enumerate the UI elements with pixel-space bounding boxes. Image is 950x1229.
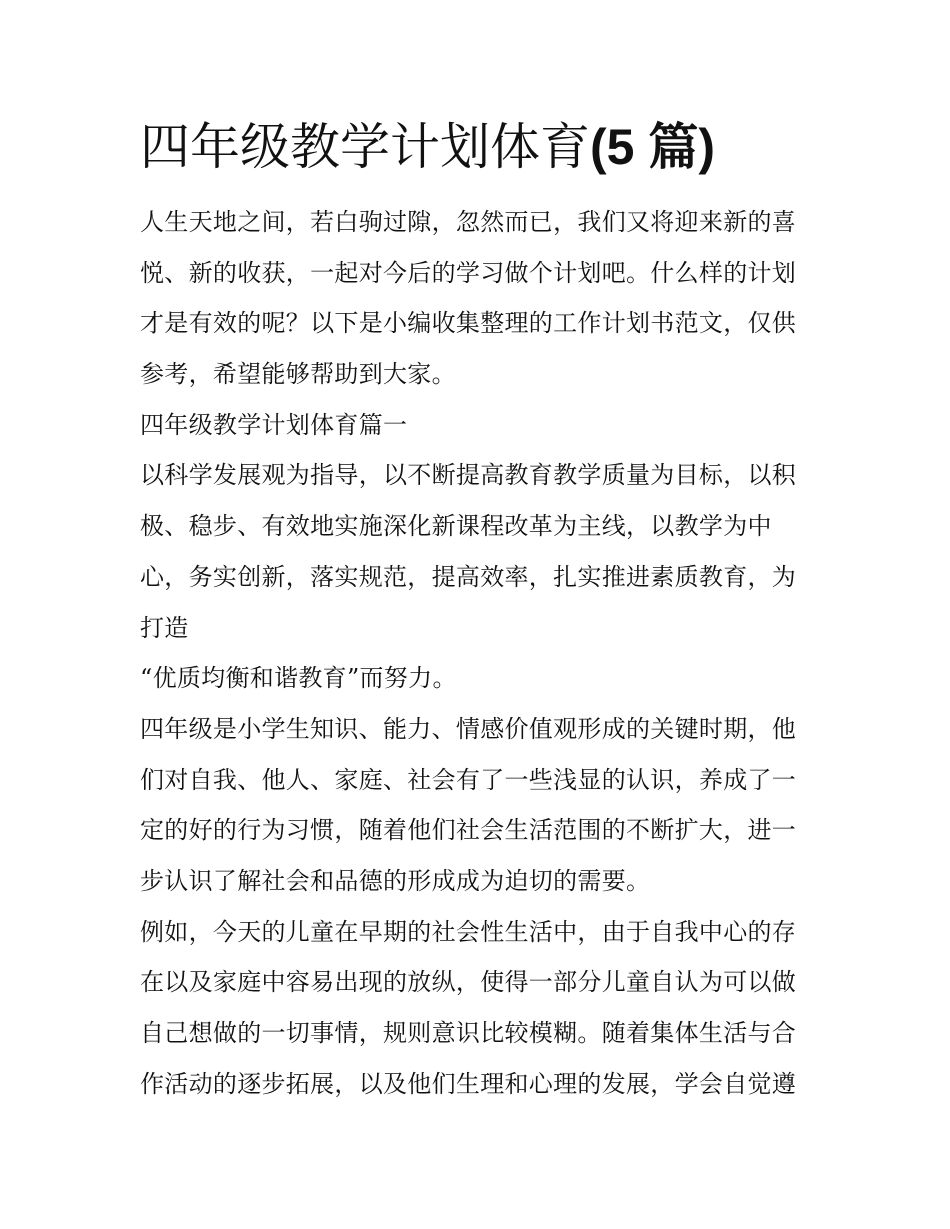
text-line: 自己想做的一切事情，规则意识比较模糊。随着集体生活与合	[140, 1019, 797, 1047]
section-heading: 四年级教学计划体育篇一	[140, 410, 408, 439]
text-line: 才是有效的呢？以下是小编收集整理的工作计划书范文，仅供	[140, 309, 797, 338]
text-line: 心，务实创新，落实规范，提高效率，扎实推进素质教育，为	[140, 562, 797, 591]
text-line: 步认识了解社会和品德的形成成为迫切的需要。	[140, 866, 651, 895]
text-line: 在以及家庭中容易出现的放纵，使得一部分儿童自认为可以做	[140, 968, 797, 997]
document-title	[140, 112, 715, 182]
text-line: 四年级是小学生知识、能力、情感价值观形成的关键时期，他	[140, 714, 797, 743]
text-line: 悦、新的收获，一起对今后的学习做个计划吧。什么样的计划	[140, 258, 797, 287]
text-line: 参考，希望能够帮助到大家。	[140, 360, 456, 389]
text-line: 们对自我、他人、家庭、社会有了一些浅显的认识，养成了一	[140, 765, 797, 794]
text-line: 极、稳步、有效地实施深化新课程改革为主线，以教学为中	[140, 512, 772, 541]
title-suffix: (5 篇)	[590, 119, 715, 175]
text-line: 人生天地之间，若白驹过隙，忽然而已，我们又将迎来新的喜	[140, 208, 797, 236]
text-line: 定的好的行为习惯，随着他们社会生活范围的不断扩大，进一	[140, 816, 797, 845]
text-line: 例如，今天的儿童在早期的社会性生活中，由于自我中心的存	[140, 917, 797, 946]
document-body	[140, 197, 820, 1109]
text-line: 打造	[140, 613, 189, 642]
title-main: 四年级教学计划体育	[140, 118, 590, 176]
text-line: “优质均衡和谐教育”而努力。	[140, 664, 457, 693]
text-line: 作活动的逐步拓展，以及他们生理和心理的发展，学会自觉遵	[140, 1069, 797, 1098]
text-line: 以科学发展观为指导，以不断提高教育教学质量为目标，以积	[140, 461, 797, 490]
